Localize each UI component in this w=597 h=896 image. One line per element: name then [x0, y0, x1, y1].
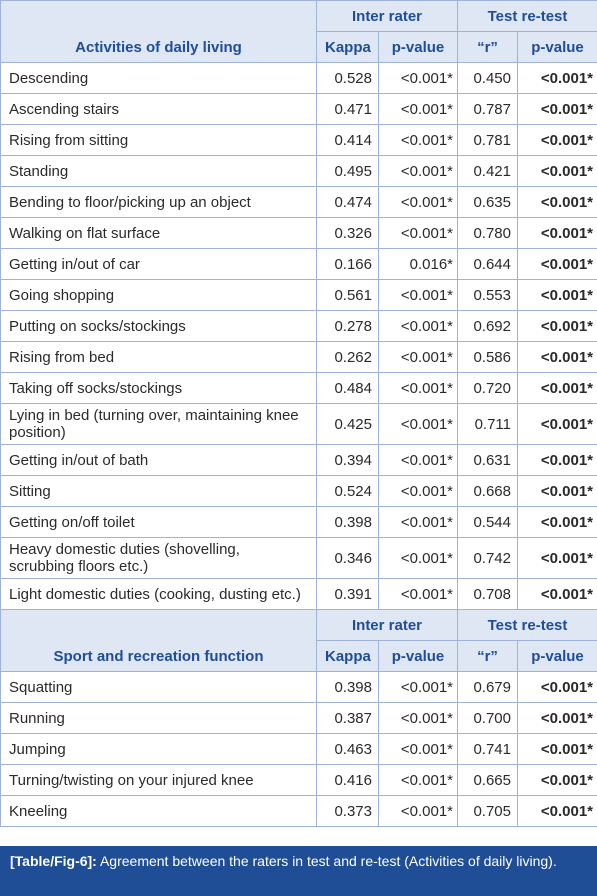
p-value-header: p-value — [518, 641, 597, 672]
table-row — [1, 579, 597, 610]
activity-cell — [1, 342, 317, 373]
r-cell: 0.705 — [458, 796, 518, 827]
test-retest-header: Test re-test — [458, 1, 597, 32]
activity-label: Standing — [9, 162, 69, 180]
r-header: “r” — [458, 641, 518, 672]
activity-label: Ascending stairs — [9, 100, 120, 118]
table-row — [1, 218, 597, 249]
table-row — [1, 672, 597, 703]
test-retest-p-value-cell: <0.001* — [518, 538, 597, 579]
activity-cell — [1, 311, 317, 342]
test-retest-p-value-cell: <0.001* — [518, 404, 597, 445]
r-cell: 0.741 — [458, 734, 518, 765]
activity-label: Light domestic duties (cooking, dusting etc.) — [9, 585, 301, 603]
inter-rater-p-value-cell: <0.001* — [379, 765, 458, 796]
test-retest-p-value-cell: <0.001* — [518, 507, 597, 538]
activity-label: Lying in bed (turning over, maintaining knee position) — [9, 407, 299, 441]
section-header-row — [1, 610, 597, 641]
test-retest-p-value-cell: <0.001* — [518, 734, 597, 765]
activity-cell — [1, 280, 317, 311]
r-cell: 0.450 — [458, 63, 518, 94]
kappa-cell: 0.561 — [317, 280, 379, 311]
activity-label: Rising from sitting — [9, 131, 129, 149]
kappa-cell: 0.278 — [317, 311, 379, 342]
inter-rater-p-value-cell: <0.001* — [379, 476, 458, 507]
table-row — [1, 63, 597, 94]
activity-cell — [1, 373, 317, 404]
inter-rater-p-value-cell: <0.001* — [379, 672, 458, 703]
inter-rater-p-value-cell: <0.001* — [379, 94, 458, 125]
activity-cell — [1, 538, 317, 579]
r-cell: 0.720 — [458, 373, 518, 404]
table-row — [1, 156, 597, 187]
kappa-cell: 0.474 — [317, 187, 379, 218]
inter-rater-p-value-cell: <0.001* — [379, 280, 458, 311]
kappa-cell: 0.398 — [317, 507, 379, 538]
activity-cell — [1, 703, 317, 734]
r-cell: 0.781 — [458, 125, 518, 156]
r-cell: 0.553 — [458, 280, 518, 311]
inter-rater-header: Inter rater — [317, 1, 458, 32]
activity-cell — [1, 187, 317, 218]
p-value-header: p-value — [379, 32, 458, 63]
activity-cell — [1, 125, 317, 156]
r-cell: 0.742 — [458, 538, 518, 579]
kappa-cell: 0.524 — [317, 476, 379, 507]
activity-cell — [1, 94, 317, 125]
r-cell: 0.586 — [458, 342, 518, 373]
table-row — [1, 311, 597, 342]
activity-label: Squatting — [9, 678, 73, 696]
r-cell: 0.631 — [458, 445, 518, 476]
activity-label: Rising from bed — [9, 348, 115, 366]
kappa-cell: 0.391 — [317, 579, 379, 610]
test-retest-p-value-cell: <0.001* — [518, 311, 597, 342]
table-row — [1, 765, 597, 796]
kappa-cell: 0.528 — [317, 63, 379, 94]
table-row — [1, 404, 597, 445]
inter-rater-p-value-cell: <0.001* — [379, 342, 458, 373]
activity-label: Walking on flat surface — [9, 224, 161, 242]
table-row — [1, 373, 597, 404]
test-retest-p-value-cell: <0.001* — [518, 63, 597, 94]
kappa-cell: 0.463 — [317, 734, 379, 765]
test-retest-p-value-cell: <0.001* — [518, 187, 597, 218]
kappa-cell: 0.425 — [317, 404, 379, 445]
activity-label: Heavy domestic duties (shovelling, scrubbing floors etc.) — [9, 541, 240, 575]
caption-label: [Table/Fig-6]: — [10, 853, 97, 869]
activity-cell — [1, 765, 317, 796]
kappa-cell: 0.346 — [317, 538, 379, 579]
table-row — [1, 94, 597, 125]
test-retest-p-value-cell: <0.001* — [518, 280, 597, 311]
r-cell: 0.665 — [458, 765, 518, 796]
r-cell: 0.787 — [458, 94, 518, 125]
test-retest-p-value-cell: <0.001* — [518, 703, 597, 734]
test-retest-p-value-cell: <0.001* — [518, 765, 597, 796]
kappa-cell: 0.166 — [317, 249, 379, 280]
test-retest-p-value-cell: <0.001* — [518, 476, 597, 507]
table-row — [1, 249, 597, 280]
test-retest-p-value-cell: <0.001* — [518, 156, 597, 187]
test-retest-p-value-cell: <0.001* — [518, 672, 597, 703]
r-cell: 0.668 — [458, 476, 518, 507]
inter-rater-p-value-cell: <0.001* — [379, 125, 458, 156]
activity-label: Getting in/out of bath — [9, 451, 149, 469]
inter-rater-p-value-cell: <0.001* — [379, 538, 458, 579]
activity-label: Bending to floor/picking up an object — [9, 193, 251, 211]
inter-rater-p-value-cell: <0.001* — [379, 311, 458, 342]
p-value-header: p-value — [379, 641, 458, 672]
activity-label: Getting on/off toilet — [9, 513, 135, 531]
inter-rater-p-value-cell: <0.001* — [379, 63, 458, 94]
r-cell: 0.635 — [458, 187, 518, 218]
activity-label: Getting in/out of car — [9, 255, 140, 273]
table-row — [1, 125, 597, 156]
activity-label: Kneeling — [9, 802, 68, 820]
kappa-cell: 0.471 — [317, 94, 379, 125]
caption-text: Agreement between the raters in test and re-test (Activities of daily living). — [99, 853, 557, 869]
activity-cell — [1, 796, 317, 827]
test-retest-p-value-cell: <0.001* — [518, 579, 597, 610]
test-retest-p-value-cell: <0.001* — [518, 125, 597, 156]
r-cell: 0.644 — [458, 249, 518, 280]
activity-cell — [1, 507, 317, 538]
r-cell: 0.700 — [458, 703, 518, 734]
kappa-cell: 0.387 — [317, 703, 379, 734]
kappa-cell: 0.414 — [317, 125, 379, 156]
table-row — [1, 445, 597, 476]
activity-cell — [1, 249, 317, 280]
kappa-cell: 0.398 — [317, 672, 379, 703]
activity-label: Putting on socks/stockings — [9, 317, 186, 335]
inter-rater-p-value-cell: <0.001* — [379, 404, 458, 445]
section-title: Activities of daily living — [1, 1, 317, 63]
inter-rater-p-value-cell: 0.016* — [379, 249, 458, 280]
test-retest-p-value-cell: <0.001* — [518, 445, 597, 476]
table-row — [1, 342, 597, 373]
activity-cell — [1, 579, 317, 610]
table-row — [1, 538, 597, 579]
r-cell: 0.544 — [458, 507, 518, 538]
p-value-header: p-value — [518, 32, 597, 63]
kappa-header: Kappa — [317, 641, 379, 672]
kappa-header: Kappa — [317, 32, 379, 63]
test-retest-p-value-cell: <0.001* — [518, 94, 597, 125]
inter-rater-p-value-cell: <0.001* — [379, 156, 458, 187]
r-cell: 0.708 — [458, 579, 518, 610]
inter-rater-p-value-cell: <0.001* — [379, 373, 458, 404]
activity-cell — [1, 404, 317, 445]
activity-cell — [1, 63, 317, 94]
test-retest-p-value-cell: <0.001* — [518, 796, 597, 827]
test-retest-p-value-cell: <0.001* — [518, 249, 597, 280]
inter-rater-p-value-cell: <0.001* — [379, 187, 458, 218]
r-cell: 0.692 — [458, 311, 518, 342]
kappa-cell: 0.373 — [317, 796, 379, 827]
test-retest-p-value-cell: <0.001* — [518, 342, 597, 373]
section-title: Sport and recreation function — [1, 610, 317, 672]
table-row — [1, 796, 597, 827]
kappa-cell: 0.326 — [317, 218, 379, 249]
section-header-row — [1, 1, 597, 32]
activity-cell — [1, 476, 317, 507]
activity-cell — [1, 218, 317, 249]
activity-label: Going shopping — [9, 286, 115, 304]
test-retest-p-value-cell: <0.001* — [518, 218, 597, 249]
table-row — [1, 734, 597, 765]
test-retest-p-value-cell: <0.001* — [518, 373, 597, 404]
table-row — [1, 476, 597, 507]
activity-label: Taking off socks/stockings — [9, 379, 183, 397]
r-cell: 0.711 — [458, 404, 518, 445]
activity-cell — [1, 734, 317, 765]
table-row — [1, 280, 597, 311]
activity-label: Running — [9, 709, 65, 727]
activity-cell — [1, 672, 317, 703]
table-row — [1, 703, 597, 734]
activity-label: Sitting — [9, 482, 51, 500]
kappa-cell: 0.262 — [317, 342, 379, 373]
inter-rater-p-value-cell: <0.001* — [379, 579, 458, 610]
table-row — [1, 187, 597, 218]
r-header: “r” — [458, 32, 518, 63]
inter-rater-p-value-cell: <0.001* — [379, 796, 458, 827]
r-cell: 0.679 — [458, 672, 518, 703]
kappa-cell: 0.495 — [317, 156, 379, 187]
table-caption — [0, 846, 597, 896]
inter-rater-p-value-cell: <0.001* — [379, 218, 458, 249]
inter-rater-p-value-cell: <0.001* — [379, 703, 458, 734]
r-cell: 0.421 — [458, 156, 518, 187]
inter-rater-p-value-cell: <0.001* — [379, 734, 458, 765]
inter-rater-p-value-cell: <0.001* — [379, 445, 458, 476]
r-cell: 0.780 — [458, 218, 518, 249]
inter-rater-p-value-cell: <0.001* — [379, 507, 458, 538]
inter-rater-header: Inter rater — [317, 610, 458, 641]
table-row — [1, 507, 597, 538]
activity-label: Turning/twisting on your injured knee — [9, 771, 254, 789]
activity-cell — [1, 156, 317, 187]
kappa-cell: 0.484 — [317, 373, 379, 404]
kappa-cell: 0.394 — [317, 445, 379, 476]
activity-label: Jumping — [9, 740, 66, 758]
activity-cell — [1, 445, 317, 476]
activity-label: Descending — [9, 69, 89, 87]
kappa-cell: 0.416 — [317, 765, 379, 796]
test-retest-header: Test re-test — [458, 610, 597, 641]
